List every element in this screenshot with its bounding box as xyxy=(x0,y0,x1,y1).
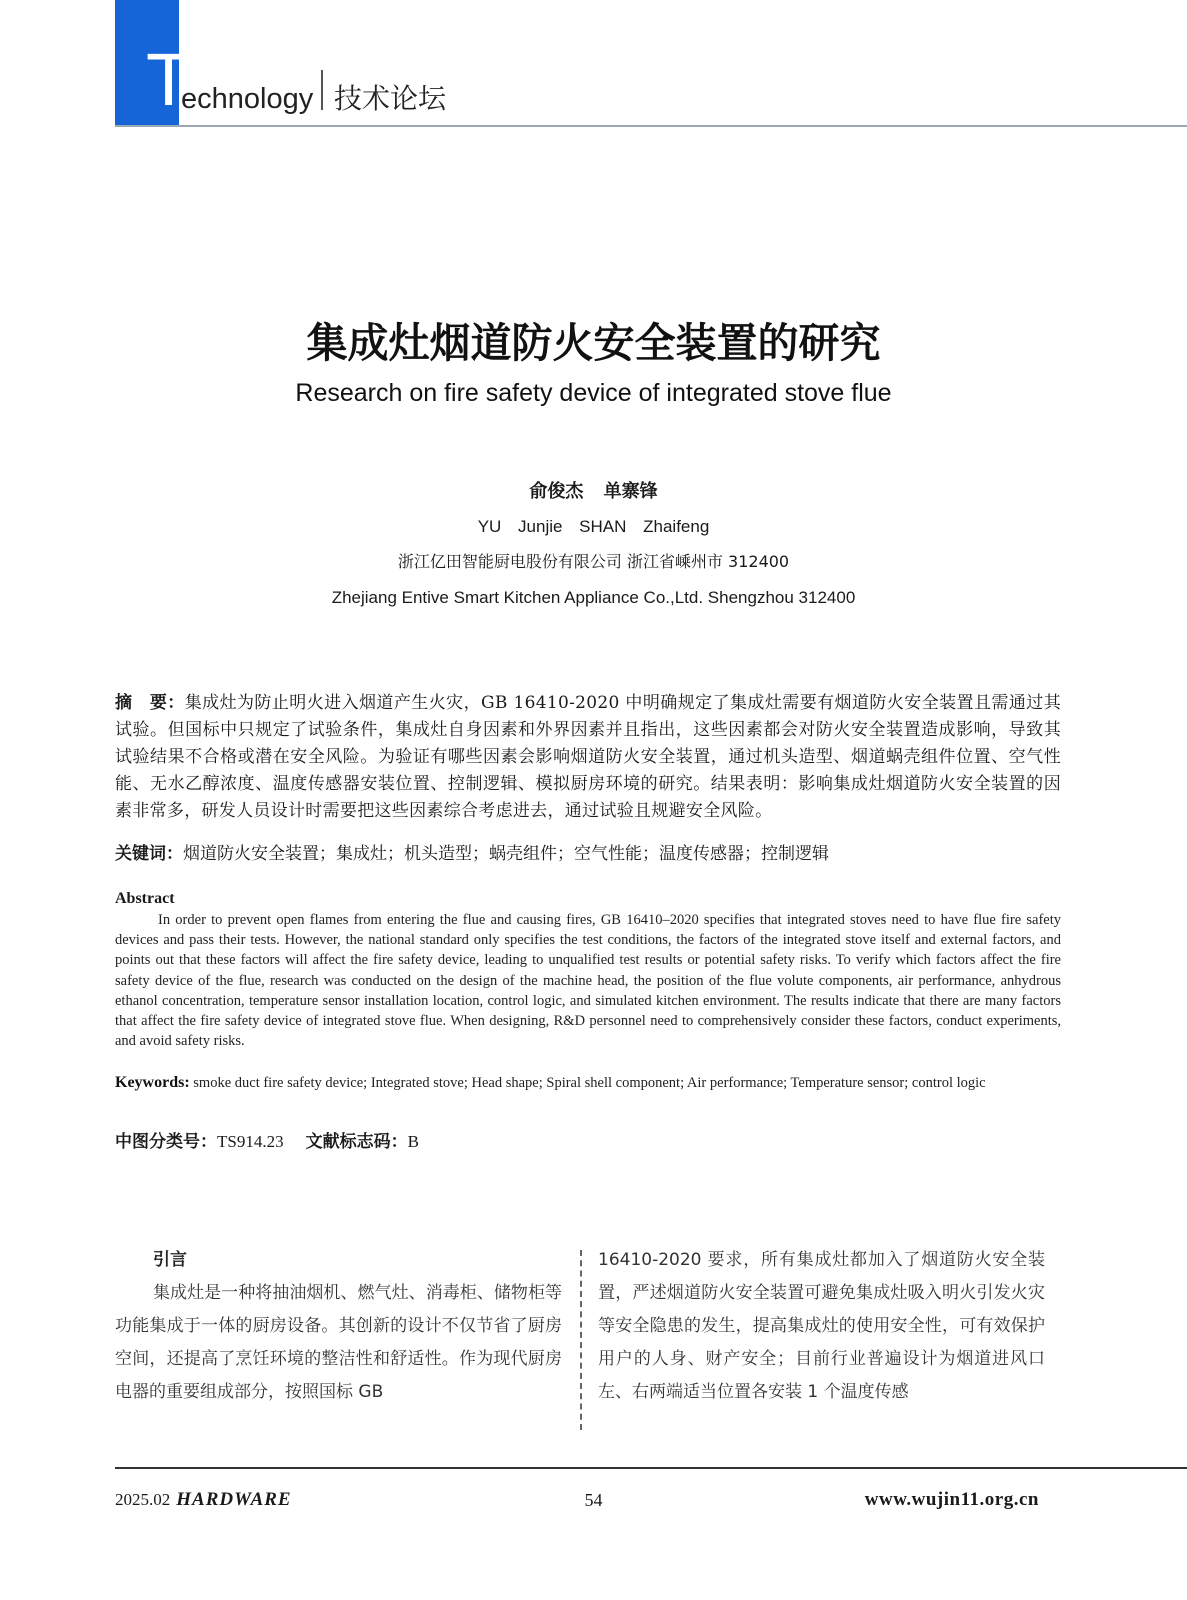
issue-date: 2025.02 xyxy=(115,1490,171,1509)
affiliation-en: Zhejiang Entive Smart Kitchen Appliance Co.,Ltd. Shengzhou 312400 xyxy=(331,588,856,607)
abstract-cn xyxy=(115,690,1061,825)
column-divider xyxy=(580,1250,582,1430)
section-name-cn: 技术论坛 xyxy=(334,82,447,115)
body-column-left xyxy=(115,1244,562,1409)
keywords-en xyxy=(115,1073,1061,1093)
website-url: www.wujin11.org.cn xyxy=(864,1489,1039,1510)
body-column-right xyxy=(598,1244,1045,1409)
abstract-en-title: Abstract xyxy=(115,890,175,907)
article-title-en: Research on fire safety device of integrated stove flue xyxy=(295,379,892,407)
magazine-name: HARDWARE xyxy=(176,1489,292,1510)
keywords-cn xyxy=(115,841,1061,868)
doc-code-value: B xyxy=(407,1132,419,1151)
section-heading: 引言 xyxy=(153,1250,187,1270)
keywords-en-label: Keywords: xyxy=(115,1074,190,1091)
footer-rule xyxy=(115,1467,1187,1469)
authors-en: YU Junjie SHAN Zhaifeng xyxy=(477,517,710,536)
keywords-en-text: smoke duct fire safety device; Integrated stove; Head shape; Spiral shell component; Air performance; Temperature sensor; control logic xyxy=(193,1075,986,1091)
classification xyxy=(115,1130,419,1154)
body-paragraph-left: 集成灶是一种将抽油烟机、燃气灶、消毒柜、储物柜等功能集成于一体的厨房设备。其创新的设计不仅节省了厨房空间，还提高了烹饪环境的整洁性和舒适性。作为现代厨房电器的重要组成部分，按照国标 GB xyxy=(115,1283,562,1402)
header-rule xyxy=(115,125,1187,127)
page-number: 54 xyxy=(584,1490,603,1510)
abstract-en-text: In order to prevent open flames from entering the flue and causing fires, GB 16410–2020 specifies that integrated stoves need to have flue fire safety devices and pass their tests. However, the national standard only specifies the test conditions, the factors of the integrated stove itself and external factors, and points out that these factors will affect the fire safety device, leading to unqualified test results or potential safety risks. To verify which factors affect the fire safety device of the flue, research was conducted on the design of the machine head, the position of the flue volute components, air performance, anhydrous ethanol concentration, temperature sensor installation location, control logic, and simulated kitchen environment. The results indicate that there are many factors that affect the fire safety device of integrated stove flue. When designing, R&D personnel need to comprehensively consider these factors, conduct experiments, and avoid safety risks. xyxy=(115,912,1061,1050)
keywords-cn-label: 关键词： xyxy=(115,844,183,864)
section-initial-letter: T xyxy=(146,38,192,121)
article-title-cn: 集成灶烟道防火安全装置的研究 xyxy=(306,319,881,367)
clc-label: 中图分类号： xyxy=(115,1132,217,1152)
doc-code-label: 文献标志码： xyxy=(305,1132,408,1152)
clc-value: TS914.23 xyxy=(217,1132,284,1151)
header-divider xyxy=(321,70,323,110)
affiliation-cn: 浙江亿田智能厨电股份有限公司 浙江省嵊州市 312400 xyxy=(397,552,790,571)
section-name-en: echnology xyxy=(181,83,314,115)
authors-cn: 俞俊杰 单寨锋 xyxy=(529,481,658,502)
keywords-cn-text: 烟道防火安全装置；集成灶；机头造型；蜗壳组件；空气性能；温度传感器；控制逻辑 xyxy=(183,844,829,864)
abstract-cn-text: 集成灶为防止明火进入烟道产生火灾，GB 16410-2020 中明确规定了集成灶需要有烟道防火安全装置且需通过其试验。但国标中只规定了试验条件，集成灶自身因素和外界因素并且指出，这些因素都会对防火安全装置造成影响，导致其试验结果不合格或潜在安全风险。为验证有哪些因素会影响烟道防火安全装置，通过机头造型、烟道蜗壳组件位置、空气性能、无水乙醇浓度、温度传感器安装位置、控制逻辑、模拟厨房环境的研究。结果表明：影响集成灶烟道防火安全装置的因素非常多，研发人员设计时需要把这些因素综合考虑进去，通过试验且规避安全风险。 xyxy=(115,693,1062,821)
abstract-cn-label: 摘 要： xyxy=(115,693,185,713)
body-paragraph-right: 16410-2020 要求，所有集成灶都加入了烟道防火安全装置，严述烟道防火安全装置可避免集成灶吸入明火引发火灾等安全隐患的发生，提高集成灶的使用安全性，可有效保护用户的人身、财产安全；目前行业普遍设计为烟道进风口左、右两端适当位置各安装 1 个温度传感 xyxy=(598,1250,1045,1402)
